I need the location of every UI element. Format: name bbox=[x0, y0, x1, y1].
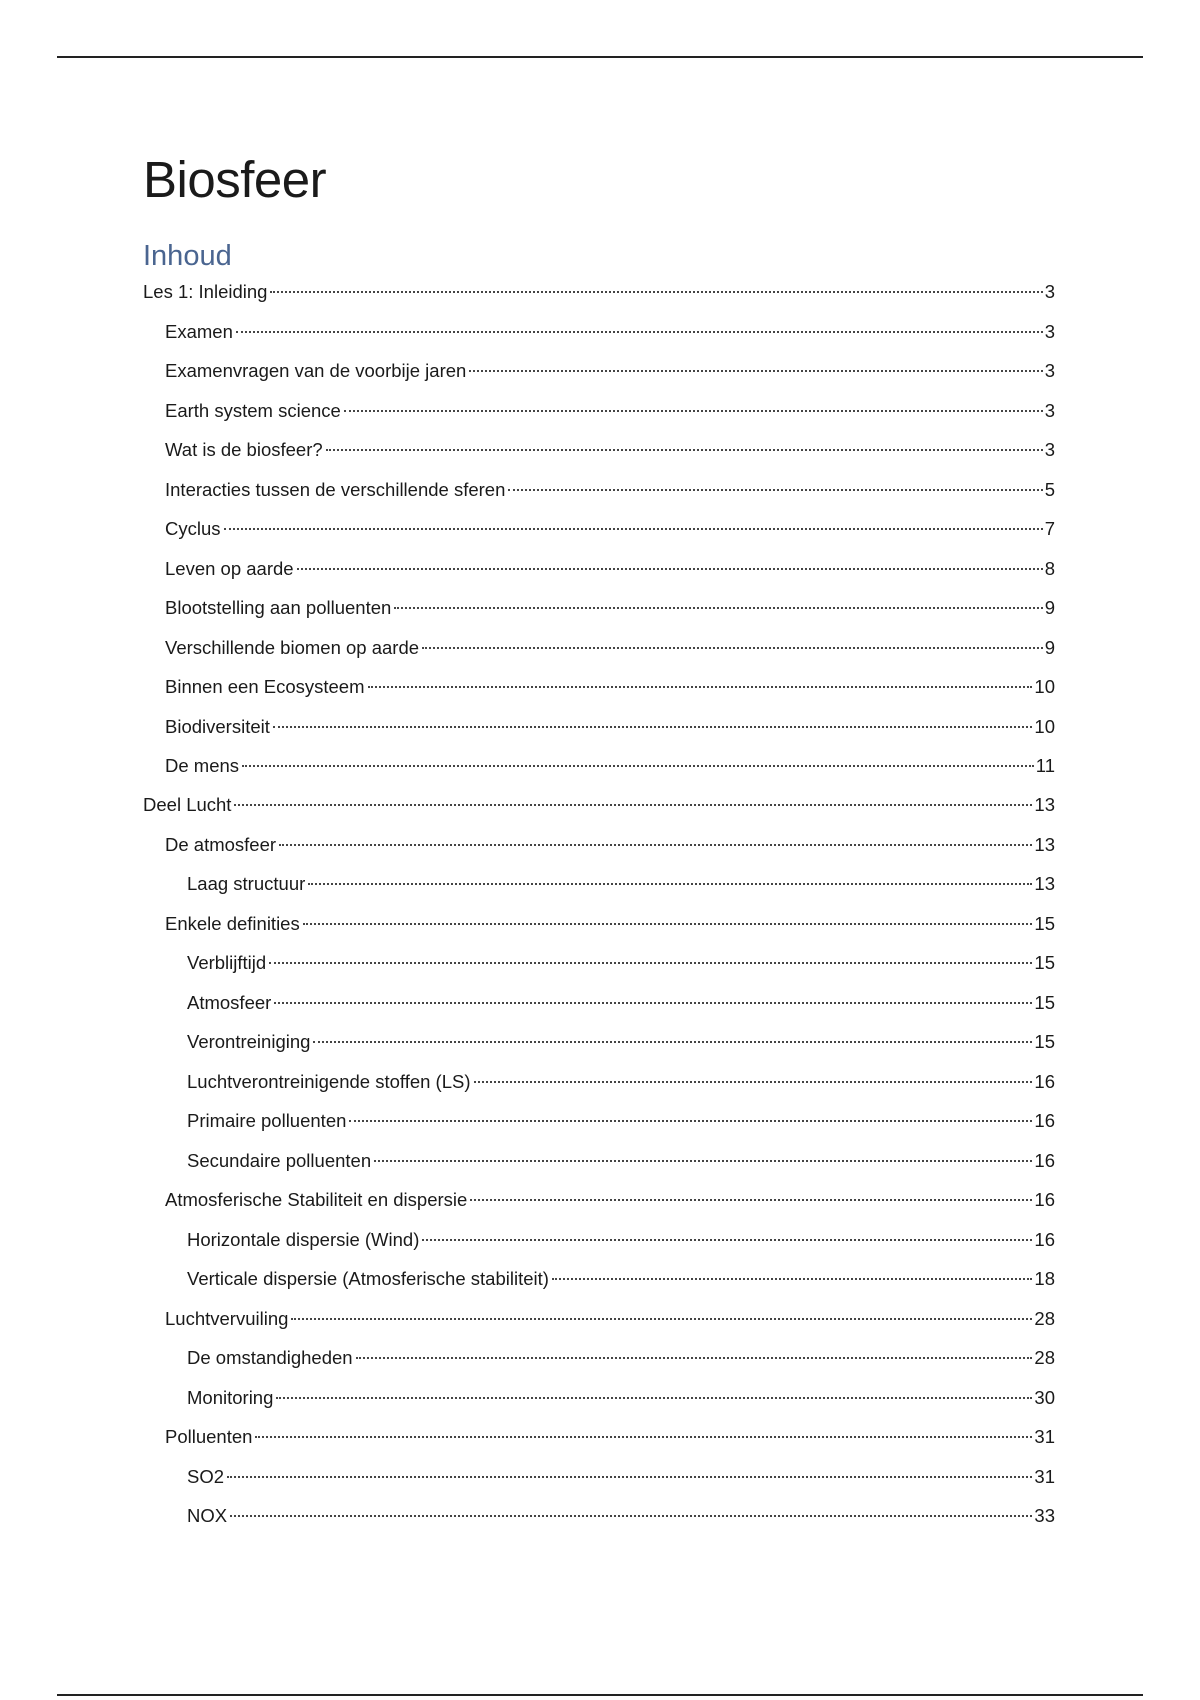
toc-page-number: 10 bbox=[1034, 676, 1055, 697]
toc-page-number: 16 bbox=[1034, 1229, 1055, 1250]
toc-page-number: 16 bbox=[1034, 1189, 1055, 1210]
toc-entry-label: Verblijftijd bbox=[187, 952, 267, 973]
toc-page-number: 15 bbox=[1034, 1031, 1055, 1052]
toc-dot-leader bbox=[552, 1278, 1033, 1280]
toc-entry[interactable] bbox=[187, 1069, 1055, 1095]
toc-dot-leader bbox=[276, 1397, 1032, 1399]
toc-page-number: 30 bbox=[1034, 1387, 1055, 1408]
toc-entry[interactable] bbox=[165, 1187, 1055, 1213]
toc-page-number: 13 bbox=[1034, 834, 1055, 855]
toc-entry[interactable] bbox=[187, 1227, 1055, 1253]
toc-entry-label: Secundaire polluenten bbox=[187, 1150, 372, 1171]
toc-entry-label: Earth system science bbox=[165, 400, 341, 421]
toc-entry-label: Luchtvervuiling bbox=[165, 1308, 289, 1329]
toc-page-number: 31 bbox=[1034, 1466, 1055, 1487]
toc-dot-leader bbox=[394, 607, 1042, 609]
toc-dot-leader bbox=[326, 449, 1043, 451]
toc-dot-leader bbox=[422, 1239, 1032, 1241]
toc-page-number: 11 bbox=[1035, 755, 1055, 776]
toc-entry[interactable] bbox=[165, 635, 1055, 661]
toc-entry-label: Binnen een Ecosysteem bbox=[165, 676, 365, 697]
toc-entry-label: Enkele definities bbox=[165, 913, 300, 934]
toc-dot-leader bbox=[279, 844, 1032, 846]
toc-heading: Inhoud bbox=[143, 240, 232, 272]
toc-page-number: 5 bbox=[1044, 479, 1055, 500]
toc-entry-label: De mens bbox=[165, 755, 240, 776]
toc-dot-leader bbox=[224, 528, 1043, 530]
toc-entry[interactable] bbox=[187, 1385, 1055, 1411]
toc-entry[interactable] bbox=[165, 556, 1055, 582]
toc-page-number: 18 bbox=[1034, 1268, 1055, 1289]
toc-page-number: 33 bbox=[1034, 1505, 1055, 1526]
toc-dot-leader bbox=[270, 291, 1042, 293]
toc-dot-leader bbox=[474, 1081, 1033, 1083]
toc-entry-label: Luchtverontreinigende stoffen (LS) bbox=[187, 1071, 471, 1092]
toc-entry[interactable] bbox=[143, 279, 1055, 305]
toc-page-number: 7 bbox=[1044, 518, 1055, 539]
toc-entry[interactable] bbox=[165, 911, 1055, 937]
toc-dot-leader bbox=[308, 883, 1032, 885]
toc-entry[interactable] bbox=[165, 714, 1055, 740]
toc-entry[interactable] bbox=[165, 398, 1055, 424]
toc-dot-leader bbox=[368, 686, 1033, 688]
toc-entry[interactable] bbox=[165, 1306, 1055, 1332]
toc-dot-leader bbox=[273, 726, 1033, 728]
toc-dot-leader bbox=[356, 1357, 1033, 1359]
toc-entry[interactable] bbox=[187, 1503, 1055, 1529]
toc-entry-label: De atmosfeer bbox=[165, 834, 277, 855]
toc-page-number: 15 bbox=[1034, 952, 1055, 973]
toc-dot-leader bbox=[297, 568, 1043, 570]
toc-dot-leader bbox=[508, 489, 1042, 491]
toc-dot-leader bbox=[303, 923, 1033, 925]
toc-entry[interactable] bbox=[165, 516, 1055, 542]
toc-entry[interactable] bbox=[165, 477, 1055, 503]
toc-dot-leader bbox=[274, 1002, 1032, 1004]
toc-entry-label: Blootstelling aan polluenten bbox=[165, 597, 392, 618]
toc-entry-label: Biodiversiteit bbox=[165, 716, 270, 737]
toc-page-number: 28 bbox=[1034, 1308, 1055, 1329]
toc-entry[interactable] bbox=[165, 437, 1055, 463]
toc-page-number: 15 bbox=[1034, 992, 1055, 1013]
toc-dot-leader bbox=[344, 410, 1043, 412]
toc-entry[interactable] bbox=[165, 358, 1055, 384]
toc-entry-label: Atmosfeer bbox=[187, 992, 272, 1013]
toc-page-number: 13 bbox=[1034, 873, 1055, 894]
toc-dot-leader bbox=[313, 1041, 1032, 1043]
toc-page-number: 16 bbox=[1034, 1150, 1055, 1171]
toc-dot-leader bbox=[234, 804, 1032, 806]
toc-dot-leader bbox=[374, 1160, 1032, 1162]
toc-page-number: 3 bbox=[1044, 360, 1055, 381]
toc-page-number: 3 bbox=[1044, 281, 1055, 302]
toc-entry[interactable] bbox=[187, 1345, 1055, 1371]
toc-entry-label: Laag structuur bbox=[187, 873, 306, 894]
toc-entry-label: Horizontale dispersie (Wind) bbox=[187, 1229, 420, 1250]
toc-entry[interactable] bbox=[187, 1464, 1055, 1490]
toc-page-number: 3 bbox=[1044, 439, 1055, 460]
toc-entry-label: Wat is de biosfeer? bbox=[165, 439, 323, 460]
toc-entry[interactable] bbox=[187, 990, 1055, 1016]
toc-entry-label: SO2 bbox=[187, 1466, 225, 1487]
toc-entry[interactable] bbox=[165, 595, 1055, 621]
toc-entry-label: Examen bbox=[165, 321, 233, 342]
toc-page-number: 3 bbox=[1044, 400, 1055, 421]
toc-entry-label: Atmosferische Stabiliteit en dispersie bbox=[165, 1189, 468, 1210]
toc-dot-leader bbox=[349, 1120, 1032, 1122]
toc-entry-label: Deel Lucht bbox=[143, 794, 232, 815]
toc-entry-label: Monitoring bbox=[187, 1387, 274, 1408]
toc-page-number: 16 bbox=[1034, 1071, 1055, 1092]
toc-entry[interactable] bbox=[143, 792, 1055, 818]
toc-entry[interactable] bbox=[165, 832, 1055, 858]
toc-entry[interactable] bbox=[165, 674, 1055, 700]
toc-dot-leader bbox=[236, 331, 1043, 333]
toc-page-number: 8 bbox=[1044, 558, 1055, 579]
toc-dot-leader bbox=[230, 1515, 1032, 1517]
toc-entry[interactable] bbox=[165, 753, 1055, 779]
toc-entry-label: Leven op aarde bbox=[165, 558, 294, 579]
toc-entry[interactable] bbox=[187, 950, 1055, 976]
toc-entry-label: Interacties tussen de verschillende sferen bbox=[165, 479, 506, 500]
toc-dot-leader bbox=[227, 1476, 1032, 1478]
toc-entry[interactable] bbox=[187, 1108, 1055, 1134]
toc-entry-label: Cyclus bbox=[165, 518, 221, 539]
toc-entry-label: Primaire polluenten bbox=[187, 1110, 347, 1131]
toc-dot-leader bbox=[242, 765, 1034, 767]
toc-entry-label: Polluenten bbox=[165, 1426, 253, 1447]
toc-dot-leader bbox=[255, 1436, 1032, 1438]
toc-entry-label: Verticale dispersie (Atmosferische stabiliteit) bbox=[187, 1268, 549, 1289]
toc-dot-leader bbox=[469, 370, 1042, 372]
toc-page-number: 9 bbox=[1044, 597, 1055, 618]
toc-page-number: 28 bbox=[1034, 1347, 1055, 1368]
toc-entry[interactable] bbox=[187, 871, 1055, 897]
toc-entry-label: Les 1: Inleiding bbox=[143, 281, 268, 302]
toc-dot-leader bbox=[269, 962, 1032, 964]
page-title: Biosfeer bbox=[143, 151, 327, 208]
toc-page-number: 9 bbox=[1044, 637, 1055, 658]
toc-entry-label: Verontreiniging bbox=[187, 1031, 311, 1052]
toc-entry-label: Examenvragen van de voorbije jaren bbox=[165, 360, 467, 381]
toc-page-number: 16 bbox=[1034, 1110, 1055, 1131]
footer-rule bbox=[57, 1694, 1143, 1696]
toc-entry[interactable] bbox=[187, 1029, 1055, 1055]
toc-page-number: 31 bbox=[1034, 1426, 1055, 1447]
toc-page-number: 3 bbox=[1044, 321, 1055, 342]
toc-page-number: 15 bbox=[1034, 913, 1055, 934]
toc-page-number: 13 bbox=[1034, 794, 1055, 815]
toc-page-number: 10 bbox=[1034, 716, 1055, 737]
toc-dot-leader bbox=[470, 1199, 1032, 1201]
toc-entry[interactable] bbox=[187, 1148, 1055, 1174]
toc-entry[interactable] bbox=[165, 1424, 1055, 1450]
toc-dot-leader bbox=[291, 1318, 1032, 1320]
toc-entry[interactable] bbox=[165, 319, 1055, 345]
toc-entry-label: De omstandigheden bbox=[187, 1347, 353, 1368]
toc-entry-label: Verschillende biomen op aarde bbox=[165, 637, 420, 658]
toc-dot-leader bbox=[422, 647, 1043, 649]
toc-entry-label: NOX bbox=[187, 1505, 228, 1526]
toc-entry[interactable] bbox=[187, 1266, 1055, 1292]
